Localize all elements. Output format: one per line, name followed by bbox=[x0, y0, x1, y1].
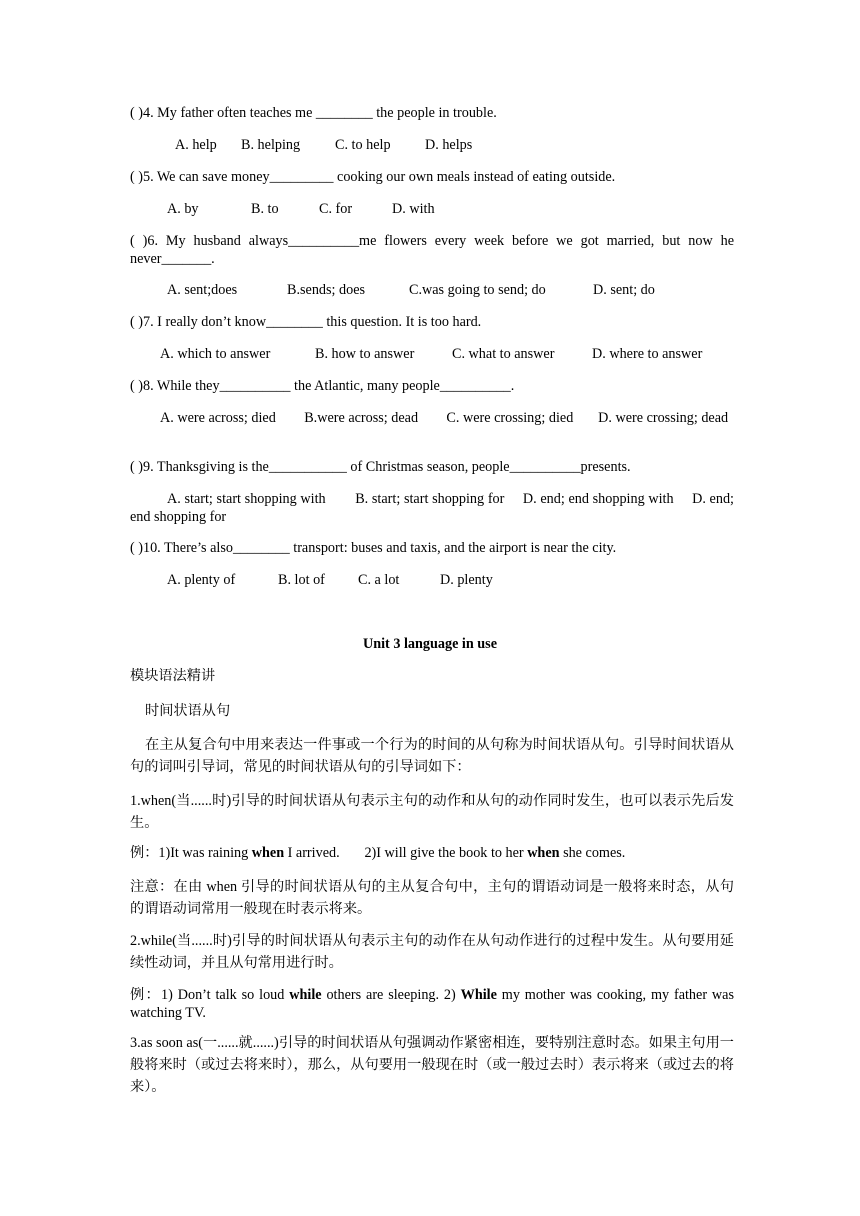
question-7-stem: ( )7. I really don’t know________ this question. It is too hard. bbox=[130, 314, 482, 330]
example-text: my mother was cooking, my father was watching TV. bbox=[130, 987, 735, 1021]
example-text: 例：1) Don’t talk so loud bbox=[130, 987, 290, 1003]
question-9-options: A. start; start shopping with B. start; start shopping for D. end; end shopping with D. end; end shopping for bbox=[130, 491, 738, 525]
option-b: B. lot of bbox=[278, 572, 325, 588]
option-a: A. sent;does bbox=[167, 282, 238, 298]
rule-as-soon-as: 3.as soon as(一......就......)引导的时间状语从句强调动作紧密相连，要特别注意时态。如果主句用一般将来时（或过去将来时），那么，从句要用一般现在时（或一般过去时）表示将来（或过去的将来）。 bbox=[130, 1035, 734, 1095]
option-b: B. how to answer bbox=[315, 346, 415, 362]
question-8-stem: ( )8. While they__________ the Atlantic, many people__________. bbox=[130, 378, 515, 394]
example-text: she comes. bbox=[559, 845, 626, 861]
option-b: B.sends; does bbox=[287, 282, 366, 298]
topic-heading: 时间状语从句 bbox=[145, 703, 231, 719]
intro-paragraph: 在主从复合句中用来表达一件事或一个行为的时间的从句称为时间状语从句。引导时间状语从句的词叫引导词，常见的时间状语从句的引导词如下： bbox=[130, 737, 734, 775]
example-text: 例：1)It was raining bbox=[130, 845, 252, 861]
unit-title: Unit 3 language in use bbox=[362, 636, 498, 652]
question-9-stem: ( )9. Thanksgiving is the___________ of Christmas season, people__________presents. bbox=[130, 459, 631, 475]
option-d: D. where to answer bbox=[592, 346, 703, 362]
question-10-stem: ( )10. There’s also________ transport: buses and taxis, and the airport is near the city. bbox=[130, 540, 617, 556]
rule-when: 1.when(当......时)引导的时间状语从句表示主句的动作和从句的动作同时发生，也可以表示先后发生。 bbox=[130, 793, 734, 831]
option-b: B. helping bbox=[241, 137, 301, 153]
question-4-stem: ( )4. My father often teaches me ________ the people in trouble. bbox=[130, 105, 497, 121]
option-a: A. plenty of bbox=[167, 572, 236, 588]
example-when bbox=[130, 844, 734, 862]
keyword-when: when bbox=[527, 845, 560, 861]
option-c: C.was going to send; do bbox=[409, 282, 546, 298]
rule-while: 2.while(当......时)引导的时间状语从句表示主句的动作在从句动作进行的过程中发生。从句要用延续性动词，并且从句常用进行时。 bbox=[130, 933, 734, 971]
option-a: A. which to answer bbox=[160, 346, 271, 362]
option-d: D. sent; do bbox=[593, 282, 655, 298]
example-text: I arrived. 2)I will give the book to her bbox=[284, 845, 528, 861]
question-8-options: A. were across; died B.were across; dead C. were crossing; died D. were crossing; dead bbox=[160, 410, 729, 426]
option-b: B. to bbox=[251, 201, 279, 217]
option-a: A. by bbox=[167, 201, 199, 217]
option-c: C. what to answer bbox=[452, 346, 555, 362]
option-c: C. a lot bbox=[358, 572, 400, 588]
keyword-while: while bbox=[289, 987, 322, 1003]
question-6-stem: ( )6. My husband always__________me flowers every week before we got married, but now he never_______. bbox=[130, 233, 734, 267]
note-when: 注意：在由 when 引导的时间状语从句的主从复合句中，主句的谓语动词是一般将来时态，从句的谓语动词常用一般现在时表示将来。 bbox=[130, 879, 734, 917]
option-d: D. plenty bbox=[440, 572, 493, 588]
keyword-when: when bbox=[251, 845, 285, 861]
option-d: D. with bbox=[392, 201, 435, 217]
question-5-stem: ( )5. We can save money_________ cooking our own meals instead of eating outside. bbox=[130, 169, 616, 185]
option-c: C. to help bbox=[335, 137, 391, 153]
option-a: A. help bbox=[175, 137, 217, 153]
option-d: D. helps bbox=[425, 137, 473, 153]
example-text: others are sleeping. 2) bbox=[321, 987, 461, 1003]
option-c: C. for bbox=[319, 201, 353, 217]
section-heading: 模块语法精讲 bbox=[130, 668, 216, 684]
example-while bbox=[130, 986, 734, 1022]
keyword-while: While bbox=[460, 987, 497, 1003]
